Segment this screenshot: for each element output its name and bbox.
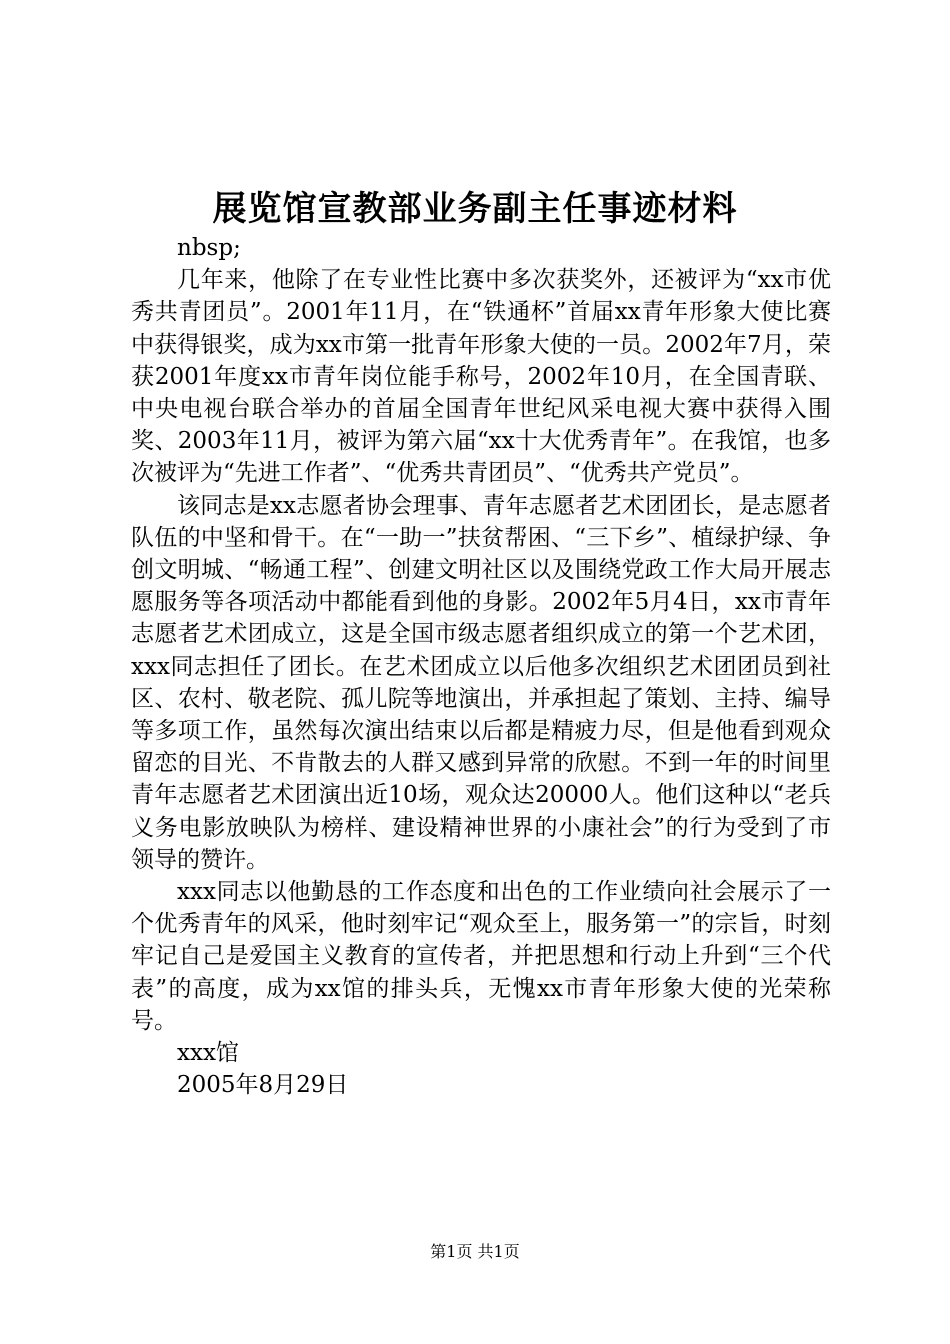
paragraph-awards: 几年来，他除了在专业性比赛中多次获奖外，还被评为“xx市优秀共青团员”。2001年11月，在“铁通杯”首届xx青年形象大使比赛中获得银奖，成为xx市第一批青年形象大使的一员。2002年7月，荣获2001年度xx市青年岗位能手称号，2002年10月，在全国青联、中央电视台联合举办的首届全国青年世纪风采电视大赛中获得入围奖、2003年11月，被评为第六届“xx十大优秀青年”。在我馆，也多次被评为“先进工作者”、“优秀共青团员”、“优秀共产党员”。 xyxy=(131,267,831,487)
page-footer: 第1页 共1页 xyxy=(430,1242,520,1261)
document-title: 展览馆宣教部业务副主任事迹材料 xyxy=(212,189,738,229)
paragraph-summary: xxx同志以他勤恳的工作态度和出色的工作业绩向社会展示了一个优秀青年的风采，他时刻牢记“观众至上，服务第一”的宗旨，时刻牢记自己是爱国主义教育的宣传者，并把思想和行动上升到“三个代表”的高度，成为xx馆的排头兵，无愧xx市青年形象大使的光荣称号。 xyxy=(131,879,831,1034)
paragraph-volunteer: 该同志是xx志愿者协会理事、青年志愿者艺术团团长，是志愿者队伍的中坚和骨干。在“一助一”扶贫帮困、“三下乡”、植绿护绿、争创文明城、“畅通工程”、创建文明社区以及围绕党政工作大局开展志愿服务等各项活动中都能看到他的身影。2002年5月4日，xx市青年志愿者艺术团成立，这是全国市级志愿者组织成立的第一个艺术团，xxx同志担任了团长。在艺术团成立以后他多次组织艺术团团员到社区、农村、敬老院、孤儿院等地演出，并承担起了策划、主持、编导等多项工作，虽然每次演出结束以后都是精疲力尽，但是他看到观众留恋的目光、不肯散去的人群又感到异常的欣慰。不到一年的时间里青年志愿者艺术团演出近10场，观众达20000人。他们这种以“老兵义务电影放映队为榜样、建设精神世界的小康社会”的行为受到了市领导的赞许。 xyxy=(131,492,831,873)
signature-line: xxx馆 xyxy=(177,1040,239,1067)
date-line: 2005年8月29日 xyxy=(177,1072,349,1099)
artifact-line: nbsp; xyxy=(177,235,241,261)
document-body xyxy=(131,232,831,1101)
